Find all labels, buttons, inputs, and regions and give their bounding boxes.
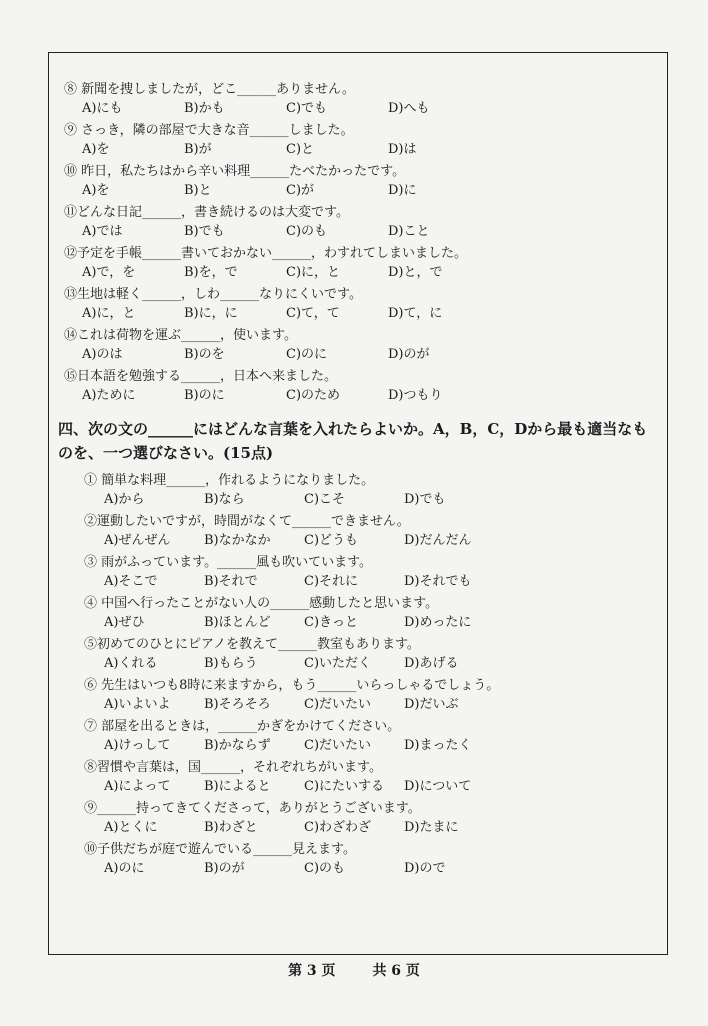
answer-option: D)だんだん xyxy=(404,533,472,548)
answer-option: B)のに xyxy=(184,388,225,403)
answer-option: D)て，に xyxy=(388,306,443,321)
question-item xyxy=(64,326,664,364)
answer-option: C)のに xyxy=(286,347,328,362)
answer-options xyxy=(104,859,664,878)
question-text: ① 簡単な料理______，作れるようになりました。 xyxy=(84,473,375,488)
answer-option: C)いただく xyxy=(304,656,372,671)
answer-option: C)が xyxy=(286,183,315,198)
part3-questions xyxy=(64,80,664,405)
question-item xyxy=(64,244,664,282)
answer-option: C)それに xyxy=(304,574,359,589)
answer-option: B)それで xyxy=(204,574,258,589)
answer-option: B)と xyxy=(184,183,212,198)
question-item xyxy=(64,367,664,405)
part4-questions xyxy=(64,471,664,878)
question-text: ⑭これは荷物を運ぶ______，使います。 xyxy=(64,328,297,343)
question-text: ⑨______持ってきてくださって，ありがとうございます。 xyxy=(84,801,421,816)
answer-option: C)て，て xyxy=(286,306,340,321)
page-number: 第 3 页 xyxy=(288,963,336,979)
answer-option: B)もらう xyxy=(204,656,258,671)
answer-option: B)に，に xyxy=(184,306,238,321)
answer-option: A)を xyxy=(82,183,110,198)
answer-option: A)に，と xyxy=(82,306,136,321)
question-item xyxy=(64,676,664,714)
answer-option: C)のも xyxy=(304,861,346,876)
answer-option: B)わざと xyxy=(204,820,258,835)
answer-option: A)ために xyxy=(82,388,136,403)
question-item xyxy=(64,162,664,200)
answer-option: D)つもり xyxy=(388,388,443,403)
answer-option: C)でも xyxy=(286,101,328,116)
answer-option: A)で，を xyxy=(82,265,136,280)
question-item xyxy=(64,285,664,323)
answer-option: C)のため xyxy=(286,388,341,403)
answer-option: A)ぜんぜん xyxy=(104,533,171,548)
answer-option: A)によって xyxy=(104,779,171,794)
answer-options xyxy=(82,345,664,364)
question-item xyxy=(64,635,664,673)
answer-option: B)でも xyxy=(184,224,225,239)
answer-options xyxy=(104,654,664,673)
question-item xyxy=(64,471,664,509)
answer-option: D)めったに xyxy=(404,615,472,630)
answer-options xyxy=(82,181,664,200)
question-text: ⑨ さっき，隣の部屋で大きな音______しました。 xyxy=(64,123,354,138)
answer-option: C)どうも xyxy=(304,533,359,548)
question-text: ②運動したいですが，時間がなくて______できません。 xyxy=(84,514,410,529)
question-text: ④ 中国へ行ったことがない人の______感動したと思います。 xyxy=(84,596,439,611)
question-item xyxy=(64,203,664,241)
answer-option: C)だいたい xyxy=(304,738,372,753)
question-text: ⑧ 新聞を捜しましたが，どこ______ありません。 xyxy=(64,82,355,97)
answer-options xyxy=(104,736,664,755)
question-text: ⑫予定を手帳______書いておかない______，わすれてしまいました。 xyxy=(64,246,468,261)
answer-option: D)について xyxy=(404,779,472,794)
answer-option: A)けっして xyxy=(104,738,171,753)
answer-option: D)に xyxy=(388,183,417,198)
answer-options xyxy=(82,386,664,405)
answer-option: D)たまに xyxy=(404,820,459,835)
answer-option: B)そろそろ xyxy=(204,697,271,712)
question-item xyxy=(64,512,664,550)
answer-option: C)わざわざ xyxy=(304,820,372,835)
question-item xyxy=(64,121,664,159)
answer-option: B)かならず xyxy=(204,738,271,753)
question-content xyxy=(58,80,664,881)
answer-option: B)が xyxy=(184,142,212,157)
question-item xyxy=(64,799,664,837)
question-item xyxy=(64,840,664,878)
question-text: ⑤初めてのひとにピアノを教えて______教室もあります。 xyxy=(84,637,420,652)
question-text: ⑦ 部屋を出るときは，______かぎをかけてください。 xyxy=(84,719,401,734)
answer-option: A)にも xyxy=(82,101,123,116)
question-text: ⑧習慣や言葉は，国______，それぞれちがいます。 xyxy=(84,760,382,775)
answer-options xyxy=(82,263,664,282)
answer-option: B)なかなか xyxy=(204,533,271,548)
answer-option: D)それでも xyxy=(404,574,472,589)
question-item xyxy=(64,80,664,118)
answer-option: C)だいたい xyxy=(304,697,372,712)
answer-option: C)こそ xyxy=(304,492,346,507)
question-item xyxy=(64,594,664,632)
question-text: ⑪どんな日記______，書き続けるのは大変です。 xyxy=(64,205,349,220)
answer-options xyxy=(104,777,664,796)
question-text: ⑩ 昨日，私たちはから辛い料理______たべたかったです。 xyxy=(64,164,406,179)
answer-option: C)きっと xyxy=(304,615,359,630)
question-text: ⑩子供だちが庭で遊んでいる______見えます。 xyxy=(84,842,356,857)
answer-options xyxy=(104,531,664,550)
answer-option: B)によると xyxy=(204,779,271,794)
answer-option: A)とくに xyxy=(104,820,158,835)
answer-option: A)のに xyxy=(104,861,145,876)
page-footer xyxy=(0,960,708,980)
answer-options xyxy=(104,490,664,509)
answer-option: B)かも xyxy=(184,101,225,116)
answer-option: D)へも xyxy=(388,101,430,116)
answer-option: B)を，で xyxy=(184,265,238,280)
answer-option: A)そこで xyxy=(104,574,158,589)
page-total: 共 6 页 xyxy=(372,963,420,979)
answer-option: D)まったく xyxy=(404,738,472,753)
answer-option: D)と，で xyxy=(388,265,443,280)
question-item xyxy=(64,717,664,755)
answer-option: D)あげる xyxy=(404,656,459,671)
answer-option: C)と xyxy=(286,142,315,157)
answer-options xyxy=(82,99,664,118)
answer-option: D)は xyxy=(388,142,417,157)
answer-option: A)では xyxy=(82,224,123,239)
answer-options xyxy=(82,304,664,323)
answer-options xyxy=(104,572,664,591)
question-text: ⑮日本語を勉強する______，日本へ来ました。 xyxy=(64,369,338,384)
question-item xyxy=(64,758,664,796)
section4-title: 四、次の文の______にはどんな言葉を入れたらよいか。A，B，C，Dから最も適当なものを、一つ選びなさい。(15点) xyxy=(58,420,648,462)
answer-options xyxy=(104,613,664,632)
question-text: ⑬生地は軽く______，しわ______なりにくいです。 xyxy=(64,287,362,302)
question-text: ③ 雨がふっています。______風も吹いています。 xyxy=(84,555,373,570)
question-text: ⑥ 先生はいつも8時に来ますから，もう______いらっしゃるでしょう。 xyxy=(84,678,500,693)
answer-option: C)にたいする xyxy=(304,779,385,794)
answer-option: B)ほとんど xyxy=(204,615,271,630)
answer-options xyxy=(82,140,664,159)
answer-option: D)のが xyxy=(388,347,430,362)
answer-options xyxy=(82,222,664,241)
question-item xyxy=(64,553,664,591)
answer-option: B)のが xyxy=(204,861,245,876)
answer-option: A)ぜひ xyxy=(104,615,145,630)
answer-option: A)のは xyxy=(82,347,123,362)
answer-option: B)なら xyxy=(204,492,245,507)
answer-options xyxy=(104,818,664,837)
answer-option: D)ので xyxy=(404,861,446,876)
answer-option: A)いよいよ xyxy=(104,697,171,712)
answer-option: D)だいぶ xyxy=(404,697,459,712)
answer-option: B)のを xyxy=(184,347,225,362)
answer-option: C)のも xyxy=(286,224,328,239)
answer-options xyxy=(104,695,664,714)
answer-option: A)を xyxy=(82,142,110,157)
answer-option: C)に，と xyxy=(286,265,341,280)
answer-option: A)くれる xyxy=(104,656,158,671)
answer-option: A)から xyxy=(104,492,145,507)
answer-option: D)こと xyxy=(388,224,430,239)
answer-option: D)でも xyxy=(404,492,446,507)
